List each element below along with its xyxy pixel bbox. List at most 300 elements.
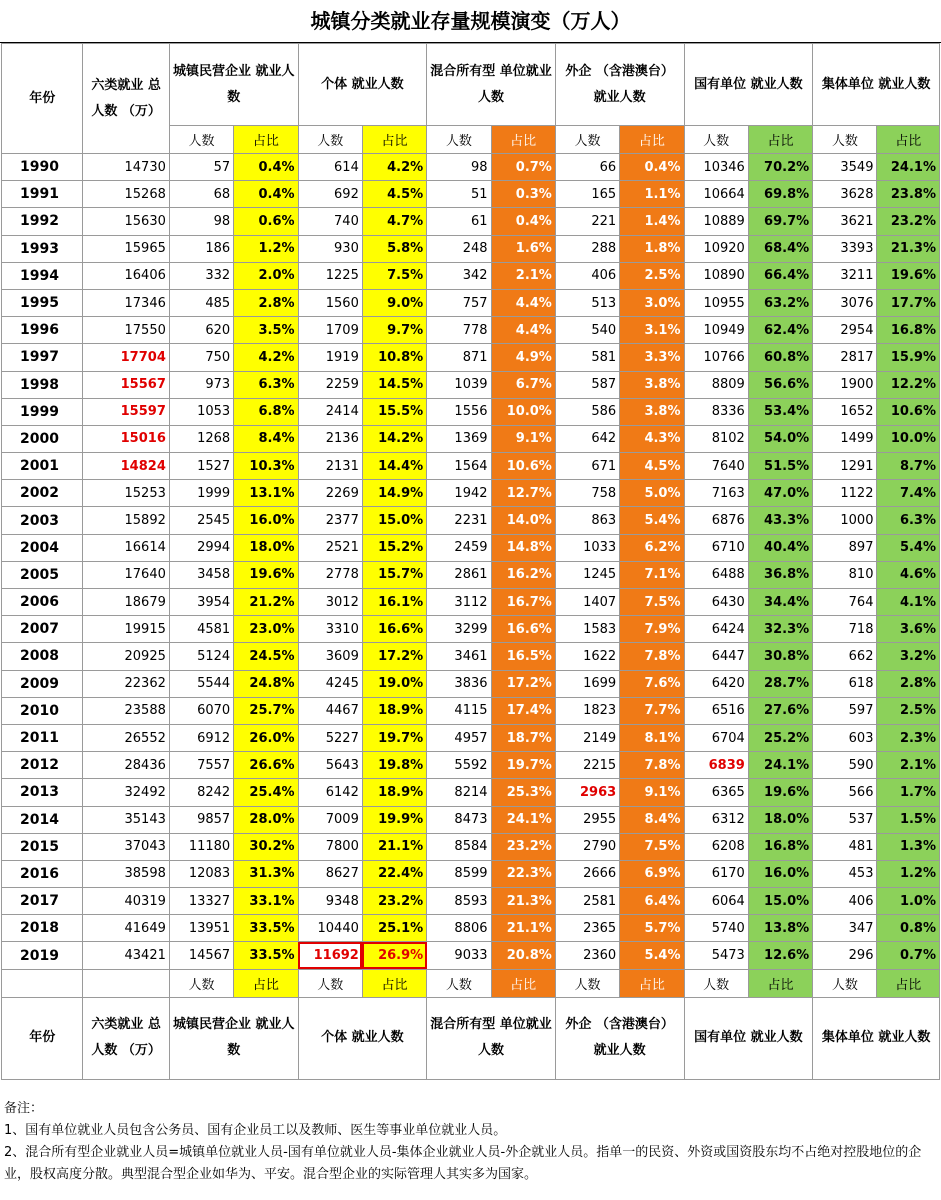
private-ratio-cell: 24.5% [234, 643, 298, 670]
year-sub-empty [2, 969, 83, 997]
year-cell: 1999 [2, 398, 83, 425]
year-cell: 1998 [2, 371, 83, 398]
collective-ratio-label: 占比 [877, 126, 940, 154]
mixed-ratio-cell: 16.7% [491, 589, 555, 616]
year-cell: 2017 [2, 888, 83, 915]
table-body [2, 154, 940, 970]
foreign-header: 外企 （含港澳台） 就业人数 [555, 44, 684, 126]
foreign-count-cell: 863 [555, 507, 619, 534]
collective-count-cell: 1000 [813, 507, 877, 534]
foreign-count-cell: 642 [555, 425, 619, 452]
private-count-cell: 3954 [169, 589, 233, 616]
total-cell: 22362 [83, 670, 169, 697]
collective-ratio-cell: 1.7% [877, 779, 940, 806]
mixed-ratio-cell: 17.2% [491, 670, 555, 697]
private-count-label: 人数 [169, 126, 233, 154]
state-count-cell: 5473 [684, 942, 748, 969]
foreign-count-cell: 540 [555, 317, 619, 344]
collective-ratio-cell: 1.3% [877, 833, 940, 860]
mixed-count-cell: 8473 [427, 806, 491, 833]
year-cell: 2014 [2, 806, 83, 833]
state-ratio-cell: 63.2% [748, 289, 812, 316]
private-ratio-cell: 13.1% [234, 480, 298, 507]
collective-ratio-cell: 1.2% [877, 860, 940, 887]
collective-count-cell: 1499 [813, 425, 877, 452]
foreign-ratio-cell: 7.8% [620, 752, 684, 779]
state-ratio-cell: 32.3% [748, 616, 812, 643]
total-cell: 15965 [83, 235, 169, 262]
foreign-count-cell: 2149 [555, 724, 619, 751]
foreign-count-cell: 288 [555, 235, 619, 262]
state-ratio-label: 占比 [748, 969, 812, 997]
private-ratio-cell: 2.0% [234, 262, 298, 289]
state-count-cell: 6876 [684, 507, 748, 534]
total-cell: 17550 [83, 317, 169, 344]
table-row [2, 643, 940, 670]
private-count-cell: 1527 [169, 453, 233, 480]
mixed-count-cell: 8214 [427, 779, 491, 806]
private-count-cell: 57 [169, 154, 233, 181]
state-header: 国有单位 就业人数 [684, 44, 813, 126]
state-count-cell: 10955 [684, 289, 748, 316]
collective-ratio-cell: 2.3% [877, 724, 940, 751]
foreign-ratio-cell: 7.1% [620, 561, 684, 588]
state-ratio-cell: 12.6% [748, 942, 812, 969]
mixed-count-cell: 61 [427, 208, 491, 235]
total-cell: 23588 [83, 697, 169, 724]
mixed-ratio-cell: 12.7% [491, 480, 555, 507]
table-row [2, 561, 940, 588]
year-cell: 1990 [2, 154, 83, 181]
foreign-ratio-cell: 8.1% [620, 724, 684, 751]
collective-ratio-cell: 23.2% [877, 208, 940, 235]
state-count-cell: 10766 [684, 344, 748, 371]
individual-ratio-cell: 14.5% [362, 371, 426, 398]
state-ratio-cell: 70.2% [748, 154, 812, 181]
individual-count-cell: 1225 [298, 262, 362, 289]
foreign-ratio-cell: 1.4% [620, 208, 684, 235]
total-cell: 40319 [83, 888, 169, 915]
individual-count-cell: 614 [298, 154, 362, 181]
private-count-cell: 98 [169, 208, 233, 235]
foreign-ratio-cell: 7.7% [620, 697, 684, 724]
individual-count-cell: 8627 [298, 860, 362, 887]
total-cell: 14824 [83, 453, 169, 480]
state-count-cell: 10664 [684, 181, 748, 208]
year-cell: 2015 [2, 833, 83, 860]
state-ratio-cell: 18.0% [748, 806, 812, 833]
year-cell: 2016 [2, 860, 83, 887]
collective-ratio-cell: 24.1% [877, 154, 940, 181]
state-count-cell: 6424 [684, 616, 748, 643]
individual-ratio-cell: 14.9% [362, 480, 426, 507]
mixed-count-cell: 8593 [427, 888, 491, 915]
individual-ratio-cell: 10.8% [362, 344, 426, 371]
collective-ratio-cell: 1.5% [877, 806, 940, 833]
state-count-cell: 8336 [684, 398, 748, 425]
individual-ratio-cell: 19.0% [362, 670, 426, 697]
collective-count-cell: 597 [813, 697, 877, 724]
total-sub-empty [83, 969, 169, 997]
individual-ratio-cell: 15.7% [362, 561, 426, 588]
total-cell: 18679 [83, 589, 169, 616]
individual-count-cell: 4467 [298, 697, 362, 724]
collective-ratio-cell: 21.3% [877, 235, 940, 262]
state-ratio-cell: 51.5% [748, 453, 812, 480]
private-count-cell: 973 [169, 371, 233, 398]
individual-count-label: 人数 [298, 969, 362, 997]
foreign-ratio-label: 占比 [620, 969, 684, 997]
year-cell: 2006 [2, 589, 83, 616]
mixed-count-cell: 98 [427, 154, 491, 181]
private-count-cell: 13327 [169, 888, 233, 915]
state-count-cell: 6430 [684, 589, 748, 616]
table-row [2, 181, 940, 208]
private-count-cell: 620 [169, 317, 233, 344]
mixed-ratio-cell: 16.6% [491, 616, 555, 643]
foreign-count-cell: 221 [555, 208, 619, 235]
private-count-cell: 186 [169, 235, 233, 262]
collective-ratio-cell: 4.1% [877, 589, 940, 616]
private-count-cell: 1999 [169, 480, 233, 507]
mixed-ratio-label: 占比 [491, 126, 555, 154]
foreign-count-cell: 1033 [555, 534, 619, 561]
collective-count-cell: 897 [813, 534, 877, 561]
mixed-count-cell: 757 [427, 289, 491, 316]
table-row [2, 317, 940, 344]
collective-count-cell: 1900 [813, 371, 877, 398]
mixed-count-cell: 51 [427, 181, 491, 208]
total-cell: 14730 [83, 154, 169, 181]
mixed-ratio-cell: 4.4% [491, 289, 555, 316]
foreign-ratio-cell: 1.1% [620, 181, 684, 208]
mixed-ratio-cell: 9.1% [491, 425, 555, 452]
individual-ratio-cell: 4.5% [362, 181, 426, 208]
table-row [2, 534, 940, 561]
year-cell: 2001 [2, 453, 83, 480]
mixed-count-cell: 4115 [427, 697, 491, 724]
mixed-ratio-cell: 18.7% [491, 724, 555, 751]
mixed-count-cell: 3112 [427, 589, 491, 616]
state-count-cell: 5740 [684, 915, 748, 942]
individual-ratio-cell: 4.2% [362, 154, 426, 181]
foreign-count-cell: 1622 [555, 643, 619, 670]
foreign-ratio-cell: 7.5% [620, 589, 684, 616]
individual-count-cell: 2778 [298, 561, 362, 588]
private-count-cell: 5124 [169, 643, 233, 670]
individual-count-cell: 930 [298, 235, 362, 262]
collective-count-cell: 566 [813, 779, 877, 806]
mixed-count-cell: 4957 [427, 724, 491, 751]
private-ratio-cell: 4.2% [234, 344, 298, 371]
collective-count-cell: 481 [813, 833, 877, 860]
collective-count-cell: 347 [813, 915, 877, 942]
mixed-count-cell: 8806 [427, 915, 491, 942]
individual-ratio-cell: 14.4% [362, 453, 426, 480]
state-count-cell: 10920 [684, 235, 748, 262]
individual-count-cell: 2269 [298, 480, 362, 507]
state-count-cell: 6064 [684, 888, 748, 915]
collective-count-cell: 3076 [813, 289, 877, 316]
year-cell: 2012 [2, 752, 83, 779]
collective-ratio-cell: 17.7% [877, 289, 940, 316]
individual-count-cell: 1560 [298, 289, 362, 316]
foreign-ratio-cell: 7.5% [620, 833, 684, 860]
foreign-count-cell: 2790 [555, 833, 619, 860]
state-count-cell: 8809 [684, 371, 748, 398]
private-ratio-cell: 26.6% [234, 752, 298, 779]
collective-count-cell: 603 [813, 724, 877, 751]
collective-ratio-cell: 7.4% [877, 480, 940, 507]
foreign-ratio-cell: 3.3% [620, 344, 684, 371]
collective-ratio-cell: 2.1% [877, 752, 940, 779]
private-ratio-cell: 33.5% [234, 915, 298, 942]
individual-ratio-cell: 18.9% [362, 697, 426, 724]
collective-count-cell: 590 [813, 752, 877, 779]
state-count-cell: 6704 [684, 724, 748, 751]
total-cell: 28436 [83, 752, 169, 779]
individual-ratio-cell: 17.2% [362, 643, 426, 670]
individual-count-cell: 6142 [298, 779, 362, 806]
foreign-count-cell: 513 [555, 289, 619, 316]
private-count-cell: 8242 [169, 779, 233, 806]
foreign-ratio-cell: 5.7% [620, 915, 684, 942]
private-count-cell: 5544 [169, 670, 233, 697]
individual-ratio-label: 占比 [362, 969, 426, 997]
state-ratio-cell: 34.4% [748, 589, 812, 616]
state-count-cell: 7163 [684, 480, 748, 507]
mixed-ratio-cell: 19.7% [491, 752, 555, 779]
private-ratio-cell: 31.3% [234, 860, 298, 887]
year-cell: 2019 [2, 942, 83, 969]
private-ratio-cell: 26.0% [234, 724, 298, 751]
mixed-count-cell: 1039 [427, 371, 491, 398]
private-count-cell: 485 [169, 289, 233, 316]
collective-count-cell: 1122 [813, 480, 877, 507]
state-ratio-cell: 24.1% [748, 752, 812, 779]
collective-ratio-cell: 0.8% [877, 915, 940, 942]
mixed-count-cell: 2459 [427, 534, 491, 561]
total-cell: 16614 [83, 534, 169, 561]
individual-ratio-cell: 23.2% [362, 888, 426, 915]
table-row [2, 371, 940, 398]
private-count-cell: 6070 [169, 697, 233, 724]
state-count-cell: 8102 [684, 425, 748, 452]
individual-ratio-cell: 19.9% [362, 806, 426, 833]
table-row [2, 425, 940, 452]
private-ratio-cell: 1.2% [234, 235, 298, 262]
table-row [2, 398, 940, 425]
table-row [2, 806, 940, 833]
state-count-cell: 6365 [684, 779, 748, 806]
year-cell: 1993 [2, 235, 83, 262]
foreign-ratio-label: 占比 [620, 126, 684, 154]
mixed-ratio-cell: 25.3% [491, 779, 555, 806]
foreign-ratio-cell: 5.4% [620, 507, 684, 534]
year-cell: 2009 [2, 670, 83, 697]
table-row [2, 915, 940, 942]
individual-ratio-cell: 22.4% [362, 860, 426, 887]
total-cell: 38598 [83, 860, 169, 887]
subheader-row-bottom [2, 969, 940, 997]
collective-ratio-cell: 1.0% [877, 888, 940, 915]
mixed-count-cell: 1564 [427, 453, 491, 480]
year-cell: 2000 [2, 425, 83, 452]
collective-count-cell: 3393 [813, 235, 877, 262]
mixed-ratio-cell: 17.4% [491, 697, 555, 724]
collective-ratio-cell: 10.6% [877, 398, 940, 425]
foreign-count-cell: 2365 [555, 915, 619, 942]
foreign-ratio-cell: 8.4% [620, 806, 684, 833]
private-ratio-cell: 25.7% [234, 697, 298, 724]
private-count-cell: 3458 [169, 561, 233, 588]
individual-ratio-label: 占比 [362, 126, 426, 154]
foreign-count-cell: 1699 [555, 670, 619, 697]
private-ratio-cell: 23.0% [234, 616, 298, 643]
state-count-cell: 6516 [684, 697, 748, 724]
footer-header-row [2, 997, 940, 1079]
table-row [2, 154, 940, 181]
foreign-ratio-cell: 7.9% [620, 616, 684, 643]
total-cell: 20925 [83, 643, 169, 670]
year-cell: 2011 [2, 724, 83, 751]
state-count-cell: 10346 [684, 154, 748, 181]
state-count-cell: 6839 [684, 752, 748, 779]
table-row [2, 344, 940, 371]
note-1: 1、国有单位就业人员包含公务员、国有企业员工以及教师、医生等事业单位就业人员。 [4, 1123, 507, 1138]
private-count-cell: 332 [169, 262, 233, 289]
collective-count-cell: 618 [813, 670, 877, 697]
individual-header: 个体 就业人数 [298, 44, 427, 126]
individual-count-cell: 2521 [298, 534, 362, 561]
collective-count-cell: 3621 [813, 208, 877, 235]
foreign-count-cell: 66 [555, 154, 619, 181]
year-cell: 1995 [2, 289, 83, 316]
mixed-count-cell: 248 [427, 235, 491, 262]
state-count-cell: 6710 [684, 534, 748, 561]
foreign-ratio-cell: 3.8% [620, 371, 684, 398]
state-count-cell: 10949 [684, 317, 748, 344]
total-cell: 15597 [83, 398, 169, 425]
foreign-ratio-cell: 4.3% [620, 425, 684, 452]
mixed-ratio-cell: 16.5% [491, 643, 555, 670]
collective-count-cell: 3211 [813, 262, 877, 289]
individual-ratio-cell: 5.8% [362, 235, 426, 262]
mixed-ratio-cell: 14.0% [491, 507, 555, 534]
individual-ratio-cell: 15.5% [362, 398, 426, 425]
individual-count-cell: 3310 [298, 616, 362, 643]
total-cell: 41649 [83, 915, 169, 942]
collective-ratio-cell: 5.4% [877, 534, 940, 561]
private-ratio-cell: 8.4% [234, 425, 298, 452]
state-count-cell: 10889 [684, 208, 748, 235]
individual-count-label: 人数 [298, 126, 362, 154]
individual-count-cell: 2131 [298, 453, 362, 480]
state-ratio-cell: 28.7% [748, 670, 812, 697]
foreign-ratio-cell: 2.5% [620, 262, 684, 289]
collective-count-cell: 764 [813, 589, 877, 616]
year-cell: 2004 [2, 534, 83, 561]
individual-ratio-cell: 15.2% [362, 534, 426, 561]
state-ratio-cell: 53.4% [748, 398, 812, 425]
table-row [2, 752, 940, 779]
table-row [2, 235, 940, 262]
table-row [2, 262, 940, 289]
foreign-count-label: 人数 [555, 126, 619, 154]
year-cell: 1992 [2, 208, 83, 235]
mixed-ratio-cell: 23.2% [491, 833, 555, 860]
mixed-count-cell: 342 [427, 262, 491, 289]
foreign-count-cell: 587 [555, 371, 619, 398]
state-ratio-cell: 47.0% [748, 480, 812, 507]
collective-count-cell: 296 [813, 942, 877, 969]
total-cell: 15016 [83, 425, 169, 452]
state-count-label: 人数 [684, 969, 748, 997]
collective-count-label: 人数 [813, 126, 877, 154]
individual-ratio-cell: 15.0% [362, 507, 426, 534]
individual-ratio-cell: 26.9% [362, 942, 426, 969]
private-count-cell: 11180 [169, 833, 233, 860]
private-count-cell: 12083 [169, 860, 233, 887]
state-ratio-cell: 66.4% [748, 262, 812, 289]
mixed-ratio-cell: 24.1% [491, 806, 555, 833]
private-count-cell: 750 [169, 344, 233, 371]
state-ratio-cell: 16.8% [748, 833, 812, 860]
mixed-count-cell: 1942 [427, 480, 491, 507]
mixed-count-cell: 1556 [427, 398, 491, 425]
individual-ratio-cell: 18.9% [362, 779, 426, 806]
total-cell: 17704 [83, 344, 169, 371]
individual-count-cell: 4245 [298, 670, 362, 697]
foreign-count-cell: 2215 [555, 752, 619, 779]
state-count-cell: 6420 [684, 670, 748, 697]
mixed-count-cell: 8584 [427, 833, 491, 860]
table-row [2, 589, 940, 616]
foreign-count-cell: 586 [555, 398, 619, 425]
foreign-ratio-cell: 3.0% [620, 289, 684, 316]
collective-count-cell: 3628 [813, 181, 877, 208]
collective-count-cell: 2817 [813, 344, 877, 371]
foreign-count-cell: 2666 [555, 860, 619, 887]
individual-ratio-cell: 7.5% [362, 262, 426, 289]
state-ratio-cell: 27.6% [748, 697, 812, 724]
private-count-cell: 6912 [169, 724, 233, 751]
mixed-footer-header: 混合所有型 单位就业人数 [427, 997, 556, 1079]
private-ratio-label: 占比 [234, 969, 298, 997]
collective-footer-header: 集体单位 就业人数 [813, 997, 940, 1079]
state-count-cell: 6488 [684, 561, 748, 588]
individual-ratio-cell: 21.1% [362, 833, 426, 860]
total-cell: 15253 [83, 480, 169, 507]
individual-count-cell: 740 [298, 208, 362, 235]
state-count-cell: 6170 [684, 860, 748, 887]
foreign-count-label: 人数 [555, 969, 619, 997]
year-cell: 2013 [2, 779, 83, 806]
collective-ratio-cell: 10.0% [877, 425, 940, 452]
year-cell: 2018 [2, 915, 83, 942]
collective-count-cell: 1291 [813, 453, 877, 480]
individual-count-cell: 1709 [298, 317, 362, 344]
state-count-cell: 6447 [684, 643, 748, 670]
total-cell: 15630 [83, 208, 169, 235]
collective-ratio-cell: 2.8% [877, 670, 940, 697]
mixed-ratio-cell: 0.7% [491, 154, 555, 181]
private-ratio-label: 占比 [234, 126, 298, 154]
mixed-ratio-cell: 2.1% [491, 262, 555, 289]
individual-count-cell: 2136 [298, 425, 362, 452]
individual-count-cell: 7009 [298, 806, 362, 833]
individual-ratio-cell: 4.7% [362, 208, 426, 235]
